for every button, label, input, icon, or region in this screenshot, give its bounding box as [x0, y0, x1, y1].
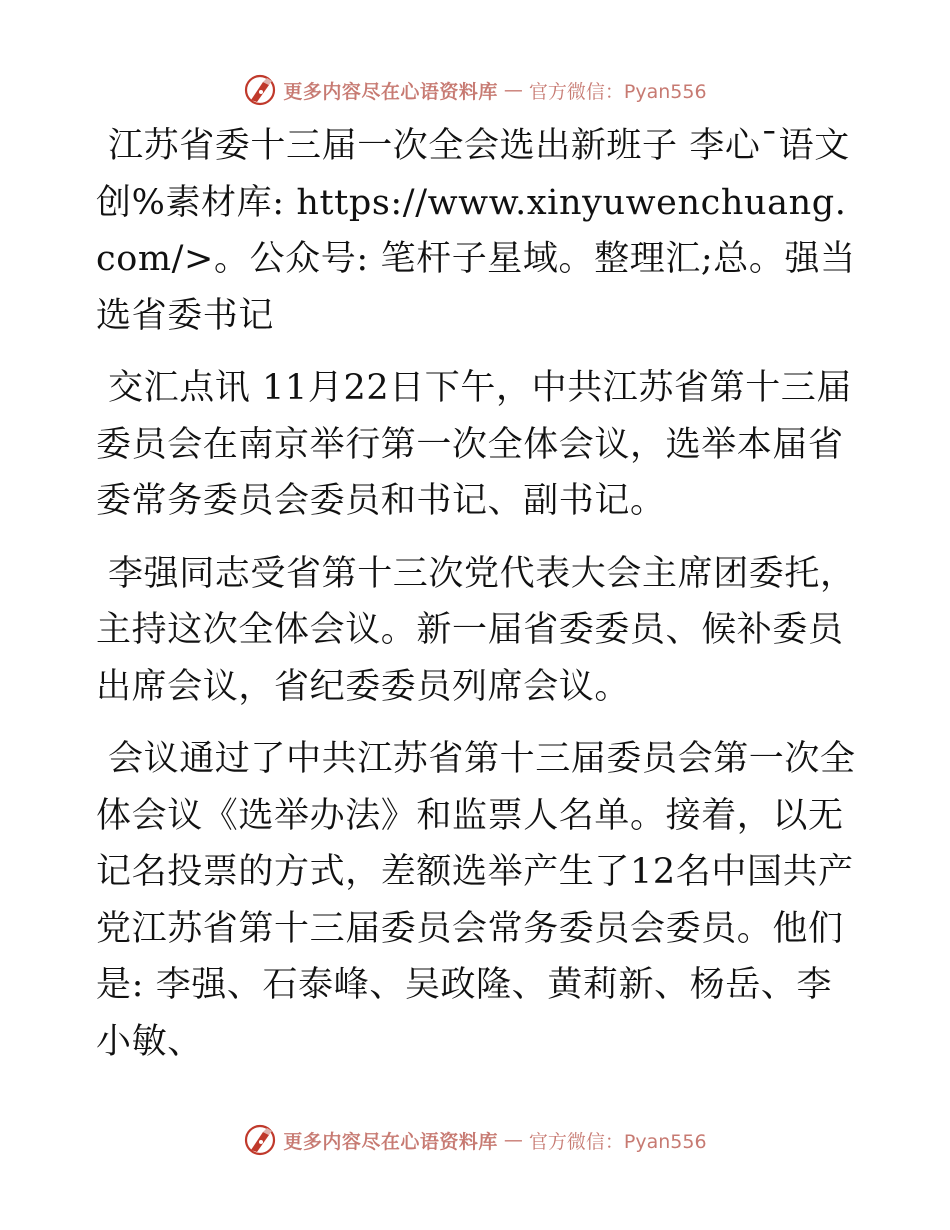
watermark-wechat: 官方微信：Pyan556: [528, 80, 707, 103]
watermark-title: 更多内容尽在心语资料库: [283, 80, 498, 103]
paragraph-lead: 交汇点讯 11月22日下午，中共江苏省第十三届委员会在南京举行第一次全体会议，选举本届省委常务委员会委员和书记、副书记。: [96, 368, 852, 521]
pen-nib-logo-icon: [243, 73, 277, 107]
watermark-title: 更多内容尽在心语资料库: [283, 1130, 498, 1153]
watermark-dash: —: [503, 1129, 523, 1151]
watermark-wechat: 官方微信：Pyan556: [528, 1130, 707, 1153]
footer-watermark: [0, 1120, 950, 1160]
paragraph-title: 江苏省委十三届一次全会选出新班子 李心¯语文创%素材库: https://www.xinyuwenchuang.com/>。公众号: 笔杆子星域。整理汇;总。强当选省委书记: [96, 126, 856, 336]
paragraph-chair: 李强同志受省第十三次党代表大会主席团委托，主持这次全体会议。新一届省委委员、候补委员出席会议，省纪委委员列席会议。: [96, 553, 856, 707]
pen-nib-logo-icon: [243, 1123, 277, 1157]
header-watermark: [0, 70, 950, 110]
watermark-dash: —: [503, 79, 523, 101]
document-body: [96, 118, 866, 1086]
paragraph-election: 会议通过了中共江苏省第十三届委员会第一次全体会议《选举办法》和监票人名单。接着，以无记名投票的方式，差额选举产生了12名中国共产党江苏省第十三届委员会常务委员会委员。他们是: 李强、石泰峰、吴政隆、黄莉新、杨岳、李小敏、: [96, 739, 856, 1062]
